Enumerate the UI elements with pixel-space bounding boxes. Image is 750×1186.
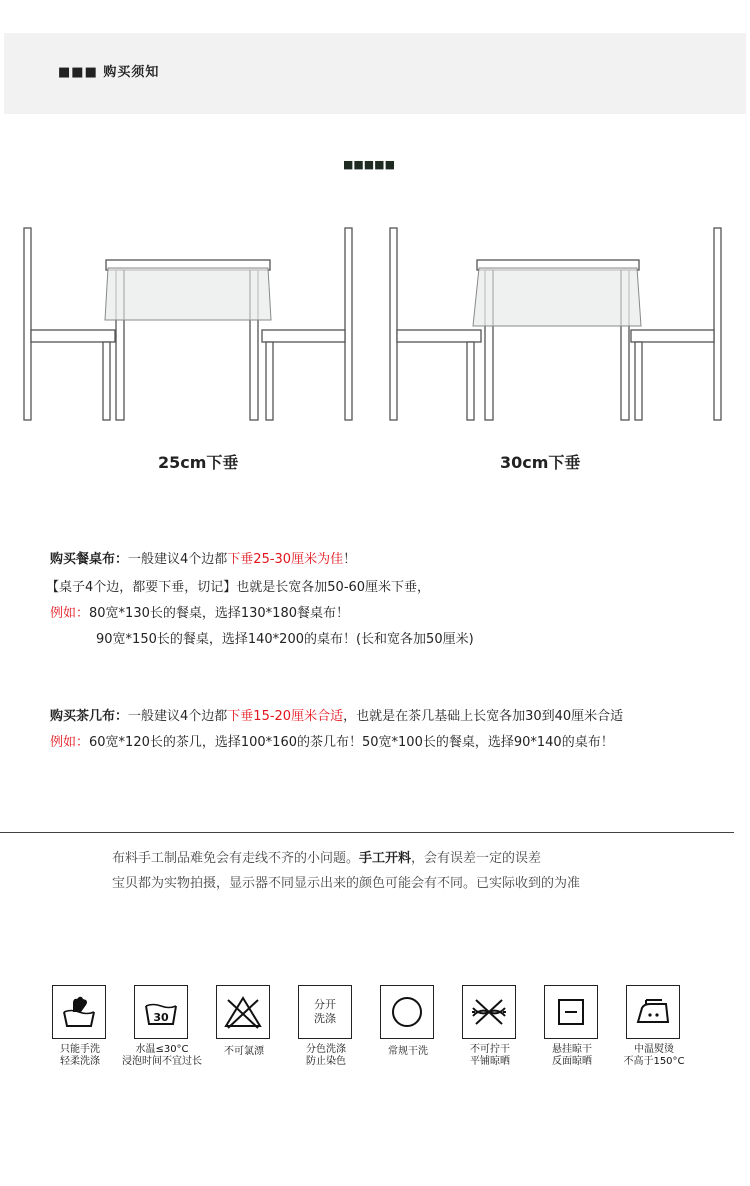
dining-tablecloth-line: [50, 548, 356, 567]
care-label-2: 防止染色: [306, 1056, 346, 1067]
coffee-example-1: 60宽*120长的茶几，选择100*160的茶几布！50宽*100长的餐桌，选择90*140的桌布！: [89, 735, 614, 750]
care-label-2: 浸泡时间不宜过长: [122, 1056, 202, 1067]
table-diagram-25cm: [18, 210, 358, 425]
color-note: 宝贝都为实物拍摄，显示器不同显示出来的颜色可能会有不同。已实际收到的为准: [112, 876, 581, 891]
table-diagram-30cm: [385, 210, 730, 425]
dining-end: ！: [343, 552, 357, 567]
dining-label: 购买餐桌布：: [50, 552, 129, 567]
handmade-note: [112, 847, 541, 866]
hang-dry-icon: [551, 992, 591, 1032]
dry-clean-icon: [387, 992, 427, 1032]
dining-example-1: 80宽*130长的餐桌，选择130*180餐桌布！: [89, 606, 349, 621]
no-wring-icon: [468, 992, 510, 1032]
care-dry-clean: [380, 985, 436, 1058]
care-no-bleach: [216, 985, 272, 1058]
no-bleach-icon: [222, 992, 264, 1032]
care-label-1: 只能手洗: [60, 1044, 100, 1055]
care-label-2: 平铺晾晒: [470, 1056, 510, 1067]
care-label-1: 水温≤30°C: [135, 1044, 189, 1055]
care-wash-30: [122, 985, 202, 1068]
page-title: ■■■ 购买须知: [58, 65, 160, 80]
dining-example-2: 90宽*150长的餐桌，选择140*200的桌布！(长和宽各加50厘米): [96, 632, 474, 647]
wash-temp-text: 30: [153, 1011, 169, 1024]
care-iron-medium: [623, 985, 685, 1068]
note-part-b: 手工开料: [359, 851, 412, 866]
separate-wash-icon: [298, 985, 352, 1039]
dining-example-label: 例如：: [50, 606, 90, 621]
hand-wash-icon: [59, 992, 99, 1032]
care-label-2: 不高于150°C: [623, 1056, 685, 1067]
box-text-2: 洗涤: [314, 1012, 336, 1025]
care-no-wring: [462, 985, 518, 1068]
coffee-example-line: [50, 731, 614, 750]
care-label-1: 常规干洗: [388, 1046, 428, 1057]
dining-text: 一般建议4个边都: [128, 552, 228, 567]
dining-highlight: 下垂25-30厘米为佳: [227, 552, 344, 567]
care-label-1: 中温熨烫: [633, 1044, 674, 1055]
coffee-tablecloth-line: [50, 705, 623, 724]
coffee-text-2: ，也就是在茶几基础上长宽各加30到40厘米合适: [343, 709, 624, 724]
notice-header: [4, 33, 746, 114]
care-label-1: 不可氯漂: [224, 1046, 264, 1057]
coffee-example-label: 例如：: [50, 735, 90, 750]
coffee-label: 购买茶几布：: [50, 709, 129, 724]
care-hand-wash: [52, 985, 108, 1068]
section-divider: [0, 832, 734, 833]
care-label-1: 悬挂晾干: [552, 1044, 592, 1055]
care-label-1: 分色洗涤: [306, 1044, 346, 1055]
care-label-2: 反面晾晒: [552, 1056, 592, 1067]
iron-medium-icon: [632, 992, 674, 1032]
care-label-2: 轻柔洗涤: [60, 1056, 100, 1067]
caption-30cm: 30cm下垂: [500, 453, 581, 472]
dining-line-2: 【桌子4个边，都要下垂，切记】也就是长宽各加50-60厘米下垂，: [46, 580, 431, 595]
box-text-1: 分开: [314, 998, 336, 1011]
note-part-c: ，会有误差一定的误差: [411, 851, 542, 866]
caption-25cm: 25cm下垂: [158, 453, 239, 472]
note-part-a: 布料手工制品难免会有走线不齐的小问题。: [112, 851, 360, 866]
section-marker: ■■■■■: [343, 158, 395, 171]
coffee-text-1: 一般建议4个边都: [128, 709, 228, 724]
dining-example-line-1: [50, 602, 349, 621]
wash-30-icon: [141, 992, 181, 1032]
care-hang-dry: [544, 985, 600, 1068]
care-label-1: 不可拧干: [470, 1044, 510, 1055]
coffee-highlight: 下垂15-20厘米合适: [227, 709, 344, 724]
care-separate-wash: [298, 985, 354, 1068]
